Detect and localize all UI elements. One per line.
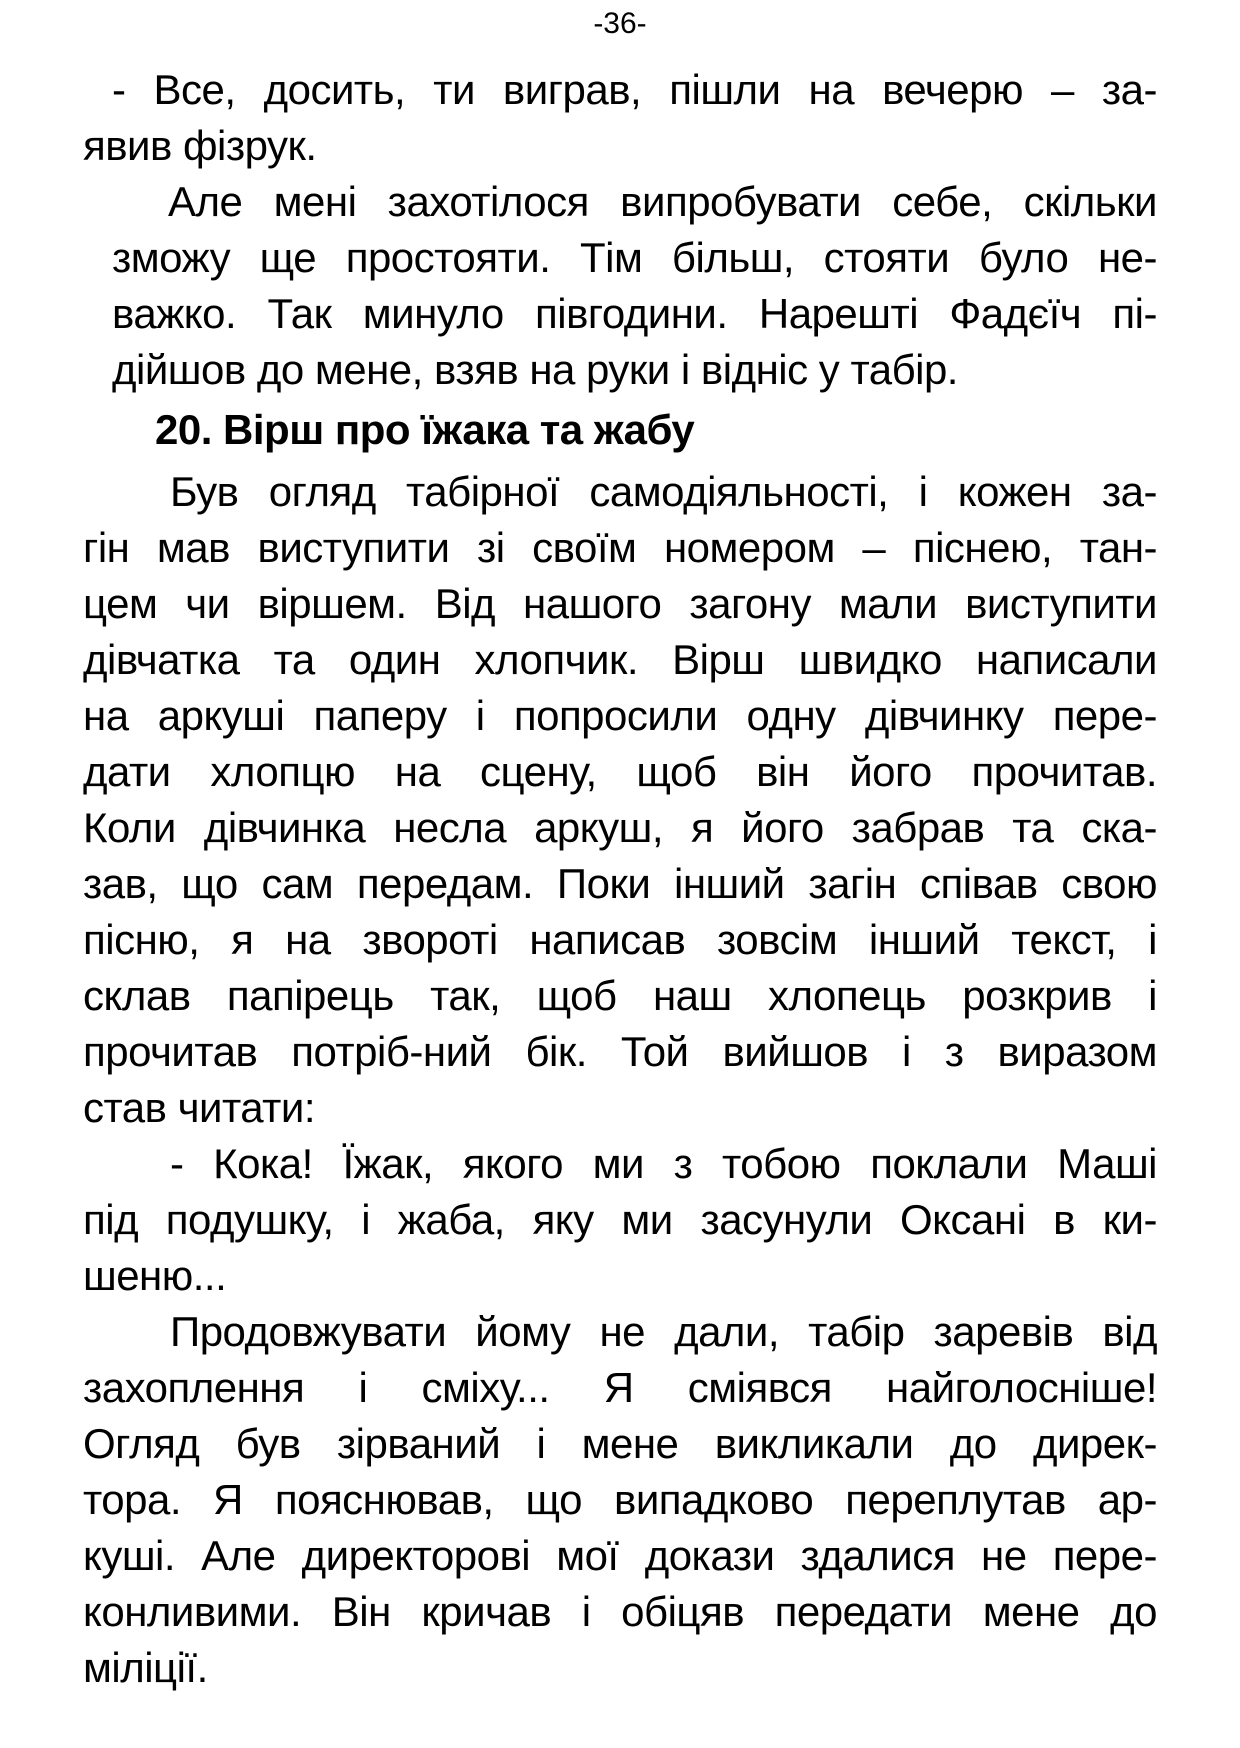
text-line: конливими. Він кричав і обіцяв передати мене до (83, 1588, 1157, 1635)
text-line: Огляд був зірваний і мене викликали до дирек- (83, 1420, 1157, 1467)
text-line: дівчатка та один хлопчик. Вірш швидко написали (83, 636, 1157, 683)
text-line: під подушку, і жаба, яку ми засунули Оксані в ки- (83, 1196, 1157, 1243)
page-number: -36- (593, 7, 647, 40)
text-line: Коли дівчинка несла аркуш, я його забрав та ска- (83, 804, 1157, 851)
page-content (0, 62, 1240, 1696)
paragraph (83, 62, 1157, 174)
text-line: пісню, я на звороті написав зовсім інший текст, і (83, 916, 1157, 963)
text-line: шеню... (83, 1252, 227, 1299)
text-line: склав папірець так, щоб наш хлопець розкрив і (83, 972, 1157, 1019)
text-line: міліції. (83, 1644, 208, 1691)
text-line: цем чи віршем. Від нашого загону мали виступити (83, 580, 1157, 627)
text-line: - Все, досить, ти виграв, пішли на вечерю – за- (112, 66, 1157, 113)
text-line: Продовжувати йому не дали, табір заревів від (170, 1308, 1157, 1355)
paragraph (83, 1136, 1157, 1304)
text-line: гін мав виступити зі своїм номером – піснею, тан- (83, 524, 1157, 571)
paragraph (83, 1304, 1157, 1696)
text-line: - Кока! Їжак, якого ми з тобою поклали Маші (170, 1140, 1157, 1187)
text-line: Був огляд табірної самодіяльності, і кожен за- (170, 468, 1157, 515)
text-line: куші. Але директорові мої докази здалися не пере- (83, 1532, 1157, 1579)
text-line: Але мені захотілося випробувати себе, скільки (168, 178, 1157, 225)
text-line: зав, що сам передам. Поки інший загін співав свою (83, 860, 1157, 907)
paragraph (83, 464, 1157, 1136)
text-line: прочитав потріб-ний бік. Той вийшов і з виразом (83, 1028, 1157, 1075)
text-line: явив фізрук. (83, 122, 317, 169)
text-line: захоплення і сміху... Я сміявся найголосніше! (83, 1364, 1157, 1411)
paragraph (112, 174, 1157, 398)
text-line: важко. Так минуло півгодини. Нарешті Фадєїч пі- (112, 290, 1157, 337)
text-line: на аркуші паперу і попросили одну дівчинку пере- (83, 692, 1157, 739)
section-heading: 20. Вірш про їжака та жабу (155, 406, 695, 453)
text-line: дати хлопцю на сцену, щоб він його прочитав. (83, 748, 1157, 795)
text-line: дійшов до мене, взяв на руки і відніс у табір. (112, 346, 958, 393)
text-line: став читати: (83, 1084, 316, 1131)
text-line: зможу ще простояти. Тім більш, стояти було не- (112, 234, 1157, 281)
text-line: тора. Я пояснював, що випадково переплутав ар- (83, 1476, 1157, 1523)
